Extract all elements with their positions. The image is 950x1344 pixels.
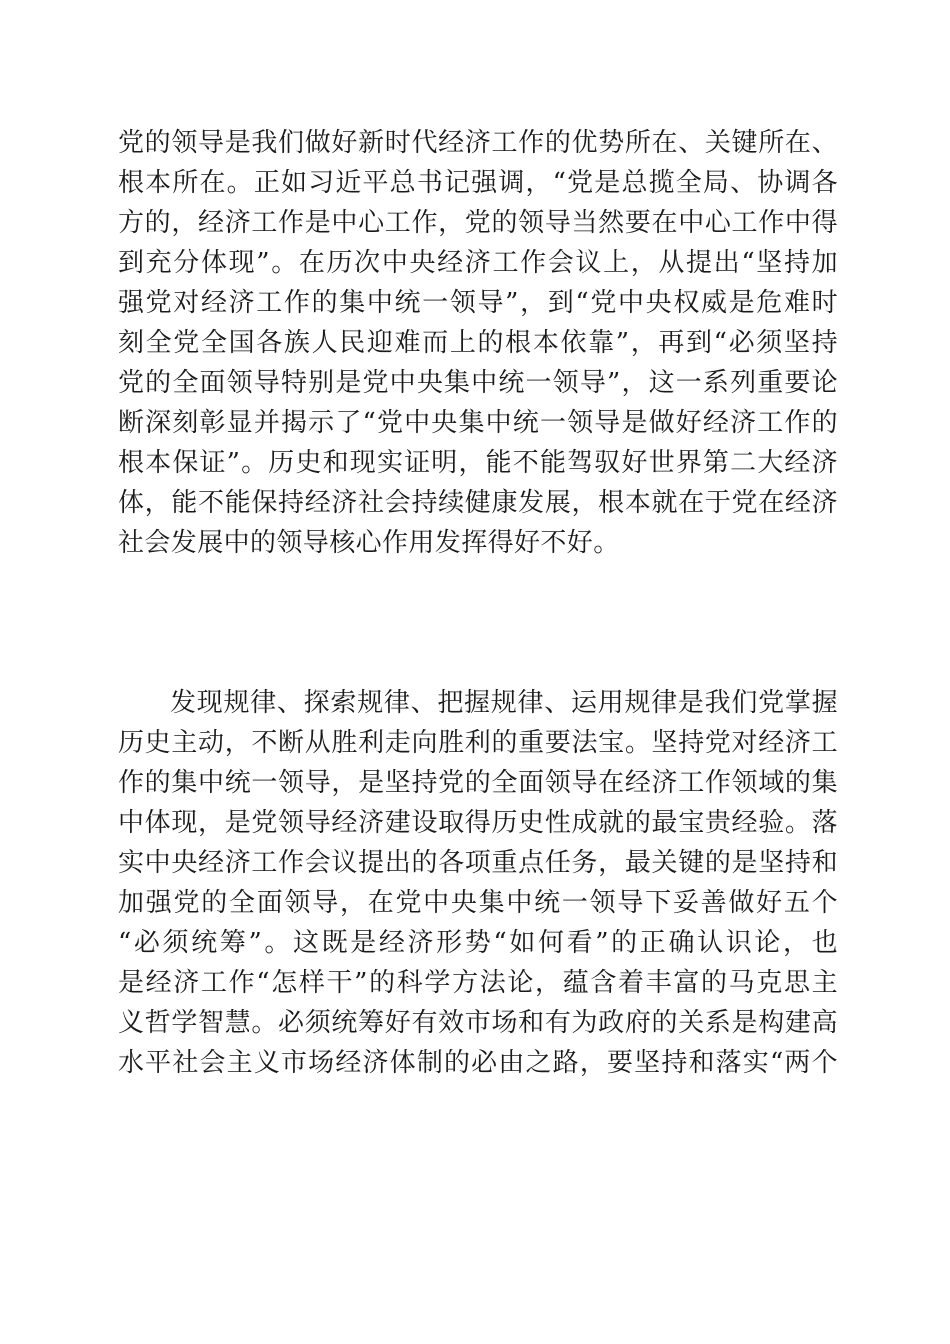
text-line: 作的集中统一领导，是坚持党的全面领导在经济工作领域的集 (118, 768, 838, 798)
text-line: 是经济工作“怎样干”的科学方法论，蕴含着丰富的马克思主 (118, 968, 838, 998)
text-line: “必须统筹”。这既是经济形势“如何看”的正确认识论，也 (118, 928, 838, 958)
text-line: 社会发展中的领导核心作用发挥得好不好。 (118, 528, 620, 558)
text-line: 历史主动，不断从胜利走向胜利的重要法宝。坚持党对经济工 (118, 728, 838, 758)
text-line: 方的，经济工作是中心工作，党的领导当然要在中心工作中得 (118, 208, 838, 238)
paragraph-1 (118, 123, 838, 563)
text-line: 根本保证”。历史和现实证明，能不能驾驭好世界第二大经济 (118, 448, 838, 478)
text-line: 实中央经济工作会议提出的各项重点任务，最关键的是坚持和 (118, 848, 838, 878)
text-line: 党的领导是我们做好新时代经济工作的优势所在、关键所在、 (118, 128, 838, 158)
text-line: 到充分体现”。在历次中央经济工作会议上，从提出“坚持加 (118, 248, 838, 278)
text-line: 体，能不能保持经济社会持续健康发展，根本就在于党在经济 (118, 488, 838, 518)
paragraph-2 (118, 683, 838, 1083)
text-line: 发现规律、探索规律、把握规律、运用规律是我们党掌握 (170, 688, 838, 718)
text-line: 加强党的全面领导，在党中央集中统一领导下妥善做好五个 (118, 888, 838, 918)
text-line: 根本所在。正如习近平总书记强调，“党是总揽全局、协调各 (118, 168, 838, 198)
text-line: 中体现，是党领导经济建设取得历史性成就的最宝贵经验。落 (118, 808, 838, 838)
text-line: 强党对经济工作的集中统一领导”，到“党中央权威是危难时 (118, 288, 838, 318)
text-line: 刻全党全国各族人民迎难而上的根本依靠”，再到“必须坚持 (118, 328, 838, 358)
text-line: 义哲学智慧。必须统筹好有效市场和有为政府的关系是构建高 (118, 1008, 838, 1038)
text-line: 断深刻彰显并揭示了“党中央集中统一领导是做好经济工作的 (118, 408, 838, 438)
text-line: 水平社会主义市场经济体制的必由之路，要坚持和落实“两个 (118, 1048, 838, 1078)
text-line: 党的全面领导特别是党中央集中统一领导”，这一系列重要论 (118, 368, 838, 398)
